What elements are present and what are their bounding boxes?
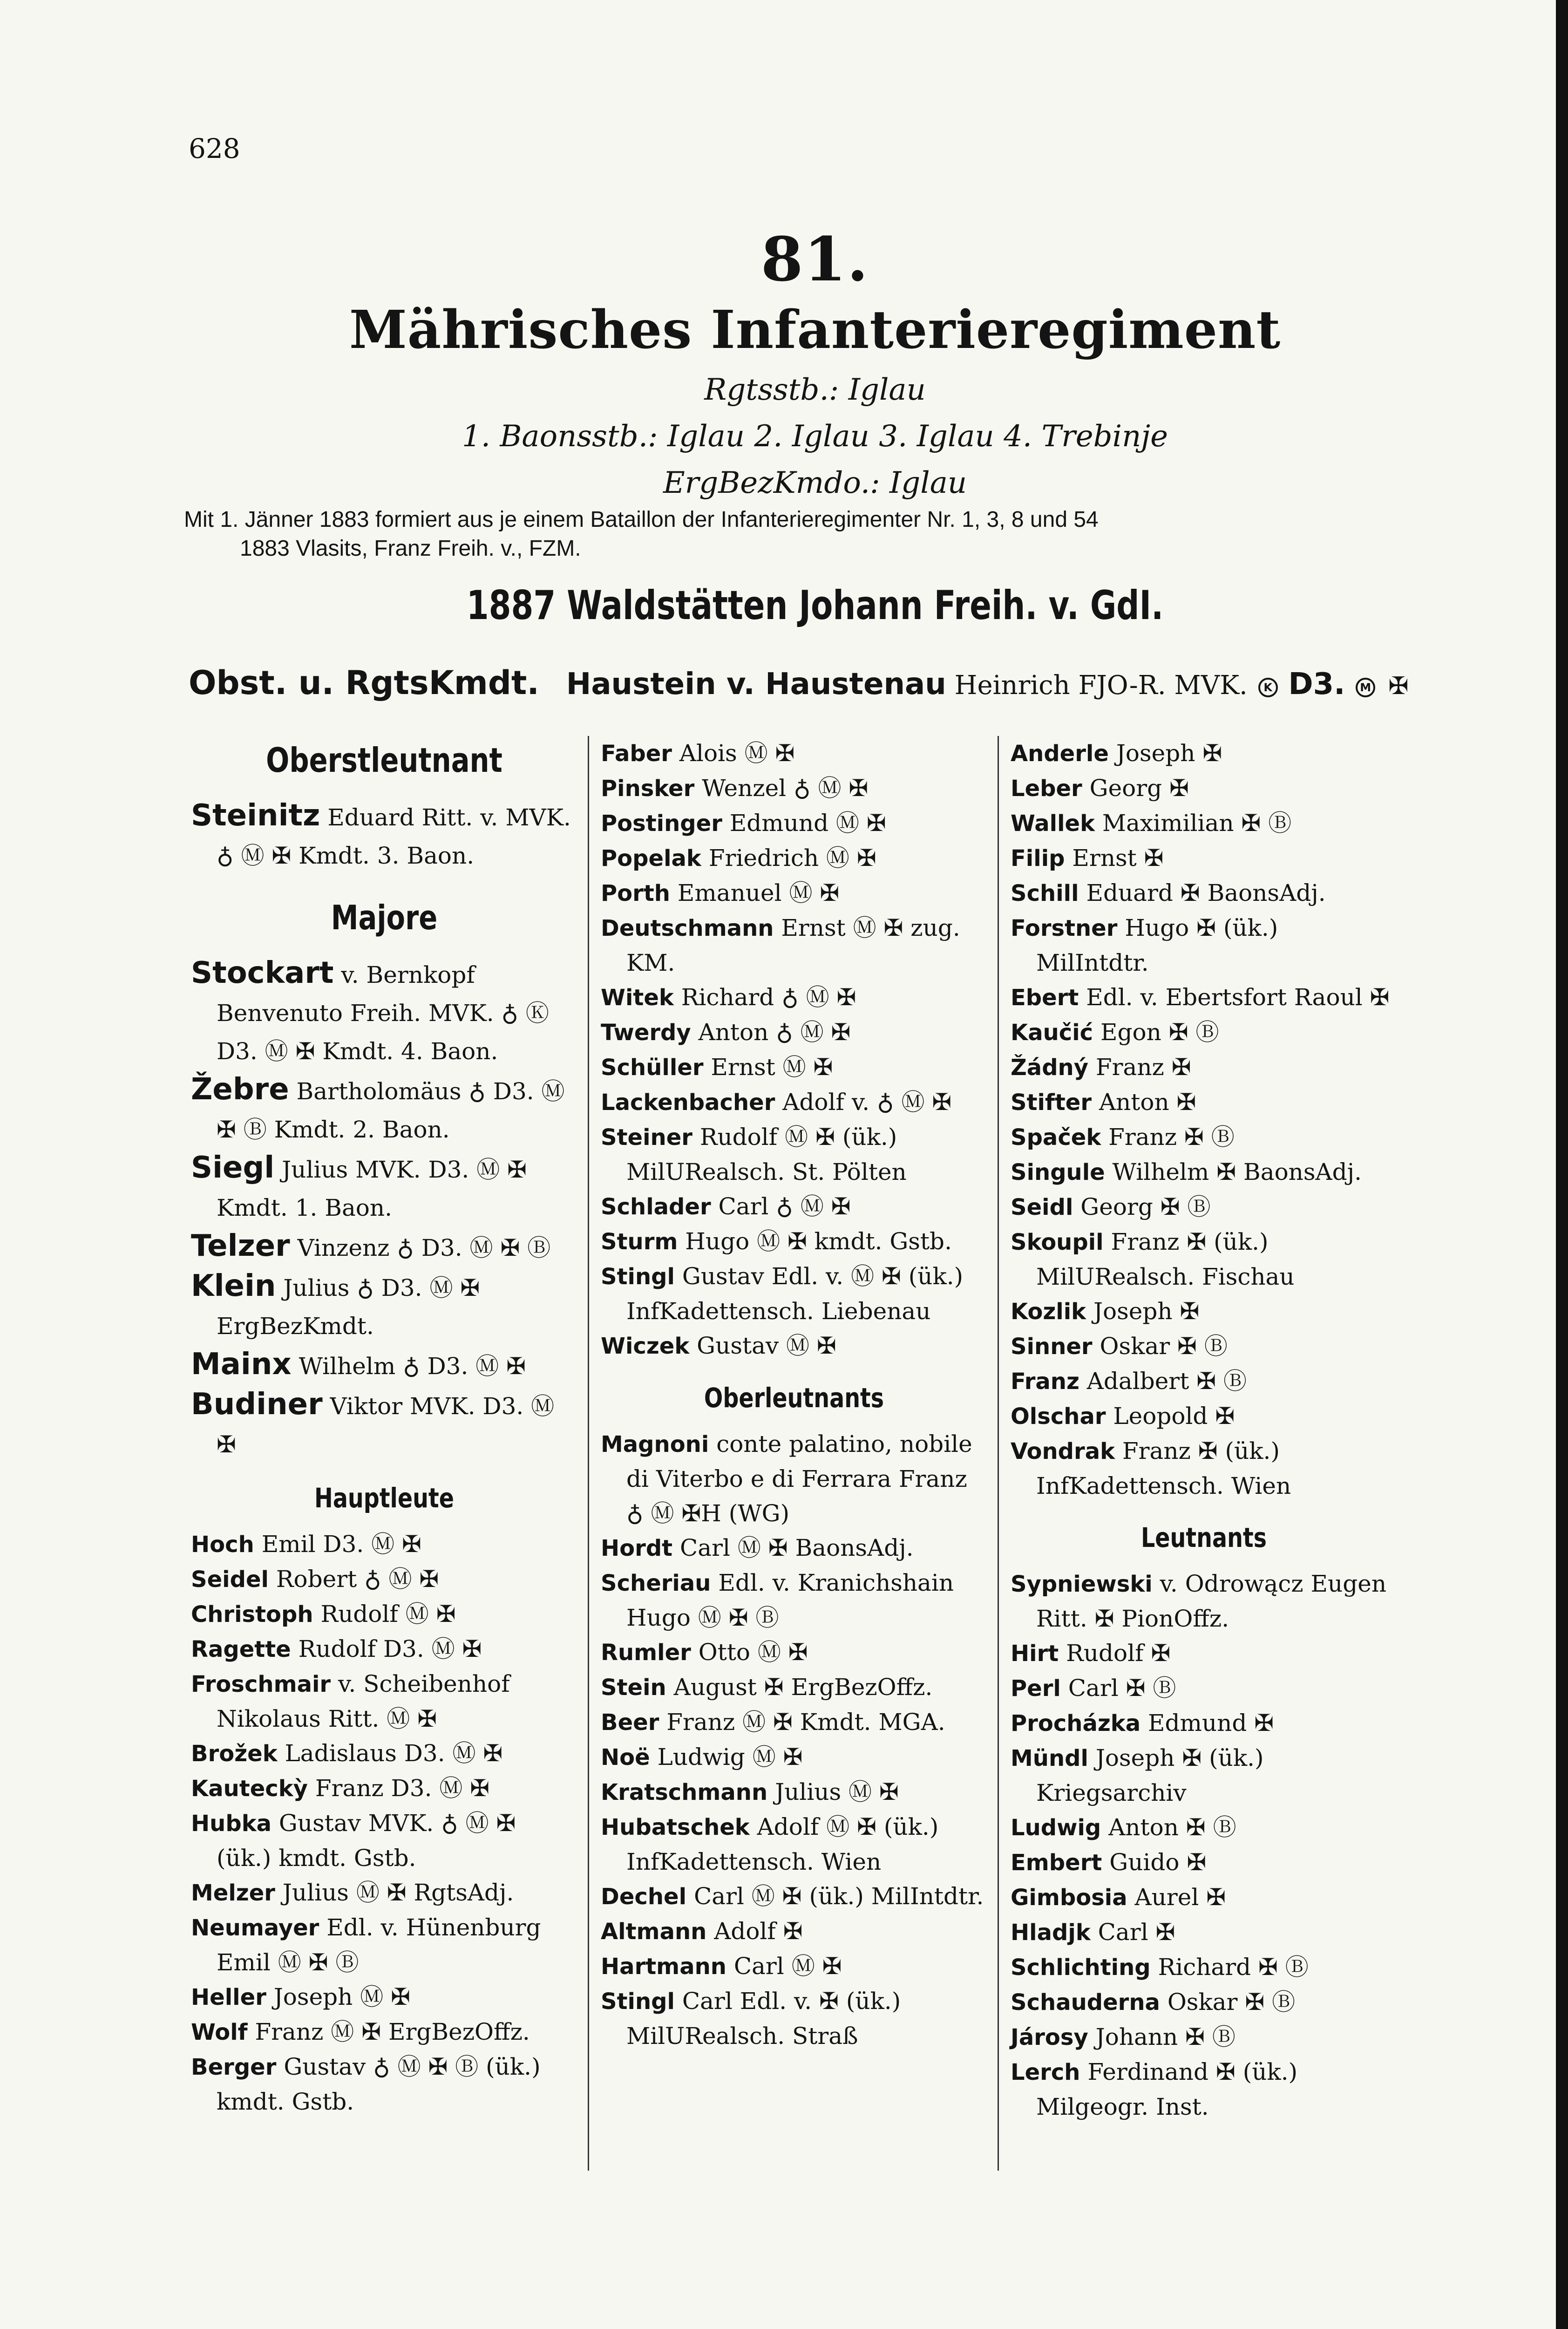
officer-surname: Mainx [191,1347,292,1382]
officer-details: Edmund ✠ [1148,1709,1274,1737]
officer-surname: Lerch [1011,2059,1080,2085]
officer-entry [601,1566,987,1635]
officer-details: Joseph ✠ [1093,1298,1200,1325]
officer-entry [1011,2020,1397,2055]
history-line-2: 1883 Vlasits, Franz Freih. v., FZM. [240,536,581,561]
officer-entry [1011,1085,1397,1120]
officer-entry [191,1345,577,1385]
officer-surname: Járosy [1011,2024,1088,2050]
officer-entry [601,1914,987,1949]
officer-details: Maximilian ✠ Ⓑ [1102,810,1292,837]
page-number: 628 [189,133,240,164]
column-divider [998,736,999,2171]
officer-details: Gustav ♁ Ⓜ ✠ Ⓑ (ük.) kmdt. Gstb. [217,2053,541,2115]
officer-details: Franz Ⓜ ✠ Kmdt. MGA. [666,1709,945,1736]
officer-surname: Steiner [601,1124,692,1151]
officer-surname: Sturm [601,1229,678,1255]
officer-details: Emanuel Ⓜ ✠ [677,879,840,906]
officer-details: Joseph ✠ (ük.) Kriegsarchiv [1036,1744,1264,1806]
officer-details: Hugo Ⓜ ✠ kmdt. Gstb. [685,1228,952,1255]
officer-entry [601,771,987,806]
column-3 [1011,736,1397,2171]
officer-surname: Spaček [1011,1124,1101,1151]
medal-badge-icon: M [1356,678,1375,697]
officer-entry [1011,1120,1397,1155]
officer-entry [1011,1566,1397,1636]
officer-details: Rudolf Ⓜ ✠ [320,1600,456,1628]
officer-entry [1011,1434,1397,1503]
column-2 [601,736,987,2171]
officer-surname: Postinger [601,810,722,837]
officer-surname: Siegl [191,1151,275,1185]
officer-details: Franz ✠ Ⓑ [1108,1124,1235,1151]
officer-entry [601,980,987,1015]
officer-entry [601,1189,987,1224]
officer-entry [601,1740,987,1775]
cross-icon: ✠ [1388,672,1409,700]
officer-details: Ferdinand ✠ (ük.) Milgeogr. Inst. [1036,2058,1298,2120]
officer-entry [1011,1155,1397,1190]
officer-surname: Gimbosia [1011,1885,1127,1911]
officer-details: Aurel ✠ [1134,1884,1226,1911]
officer-details: Carl Ⓜ ✠ BaonsAdj. [680,1534,914,1561]
officer-entry [1011,1880,1397,1915]
officer-surname: Porth [601,880,670,906]
officer-entry [1011,876,1397,911]
officer-details: Anton ♁ Ⓜ ✠ [698,1019,851,1046]
officer-details: Ladislaus D3. Ⓜ ✠ [285,1740,503,1767]
officer-details: Wilhelm ✠ BaonsAdj. [1112,1158,1362,1185]
officer-surname: Žádný [1011,1055,1089,1081]
regiment-owner: 1887 Waldstätten Johann Freih. v. GdI. [466,582,1164,629]
officer-details: Julius Ⓜ ✠ [775,1778,899,1805]
regiment-header [177,224,1453,500]
officer-surname: Forstner [1011,915,1118,941]
officer-details: Carl ✠ Ⓑ [1068,1675,1176,1702]
officer-surname: Hubka [191,1811,272,1837]
officer-surname: Franz [1011,1369,1079,1395]
officer-details: Julius ♁ D3. Ⓜ ✠ ErgBezKmdt. [217,1274,480,1340]
officer-surname: Faber [601,741,672,767]
officer-entry [601,841,987,876]
officer-details: Adolf ✠ [714,1918,803,1945]
officer-entry [601,911,987,980]
officer-surname: Melzer [191,1880,275,1906]
officer-details: Carl Ⓜ ✠ [733,1953,842,1980]
section-hauptleute: Hauptleute [314,1482,454,1514]
officer-entry [601,1050,987,1085]
officer-details: Bartholomäus ♁ D3. Ⓜ ✠ Ⓑ Kmdt. 2. Baon. [217,1078,565,1143]
officer-surname: Kaučić [1011,1020,1093,1046]
regiment-number: 81. [760,224,869,295]
officer-surname: Deutschmann [601,915,774,941]
officer-entry [601,1531,987,1566]
officer-details: Anton ✠ [1099,1089,1196,1116]
officer-entry [601,1085,987,1120]
list-oberstleutnant [191,797,577,875]
officer-details: v. Odrowącz Eugen Ritt. ✠ PionOffz. [1036,1570,1387,1632]
officer-surname: Schill [1011,880,1079,906]
officer-entry [1011,1845,1397,1880]
officer-details: Oskar ✠ Ⓑ [1100,1333,1228,1360]
officer-surname: Skoupil [1011,1229,1104,1255]
officer-entry [1011,2055,1397,2124]
officer-details: Carl Edl. v. ✠ (ük.) MilURealsch. Straß [626,1988,901,2050]
officer-details: Rudolf ✠ [1066,1640,1171,1667]
officer-entry [601,736,987,771]
officer-surname: Hirt [1011,1641,1059,1667]
regiment-commander [189,664,1409,702]
officer-surname: Beer [601,1709,659,1736]
officer-entry [1011,1399,1397,1434]
officer-surname: Seidel [191,1566,269,1593]
column-divider [588,736,589,2171]
officer-details: Edl. v. Ebertsfort Raoul ✠ [1086,984,1390,1011]
officer-entry [601,1328,987,1363]
officer-surname: Žebre [191,1072,289,1107]
officer-entry [1011,1810,1397,1845]
officer-surname: Seidl [1011,1194,1073,1220]
officer-surname: Hoch [191,1532,254,1558]
column-1 [191,736,577,2171]
officer-details: Egon ✠ Ⓑ [1100,1019,1219,1046]
officer-surname: Christoph [191,1601,313,1628]
officer-surname: Froschmair [191,1671,331,1697]
officer-surname: Hordt [601,1535,673,1561]
officer-entry [191,1267,577,1345]
officer-entry [191,797,577,875]
officer-entry [601,1670,987,1705]
list-majore [191,954,577,1464]
section-leutnants: Leutnants [1140,1522,1267,1553]
officer-entry [601,1427,987,1531]
officer-surname: Heller [191,1984,266,2010]
commander-name: Haustein v. Haustenau [566,667,946,701]
officer-entry [191,1070,577,1149]
officer-surname: Kratschmann [601,1779,768,1805]
officer-entry [191,1806,577,1875]
officer-details: Joseph Ⓜ ✠ [273,1983,411,2010]
officer-entry [1011,1636,1397,1671]
officer-entry [1011,1671,1397,1706]
officer-entry [601,1775,987,1810]
officer-entry [1011,1985,1397,2020]
officer-entry [191,954,577,1070]
officer-surname: Ragette [191,1636,291,1662]
officer-surname: Kozlik [1011,1299,1086,1325]
officer-surname: Hubatschek [601,1814,750,1840]
officer-entry [1011,1225,1397,1294]
officer-entry [601,1635,987,1670]
officer-details: Rudolf Ⓜ ✠ (ük.) MilURealsch. St. Pölten [626,1124,907,1185]
officer-surname: Wallek [1011,810,1095,837]
officer-entry [1011,1950,1397,1985]
officer-entry [1011,1294,1397,1329]
officer-entry [601,1224,987,1259]
officer-details: Eduard Ritt. v. MVK. ♁ Ⓜ ✠ Kmdt. 3. Baon. [217,804,571,869]
officer-surname: Procházka [1011,1710,1141,1737]
commander-rank: Obst. u. RgtsKmdt. [189,664,539,702]
officer-surname: Perl [1011,1675,1061,1702]
officer-details: Gustav MVK. ♁ Ⓜ ✠ (ük.) kmdt. Gstb. [217,1810,516,1872]
officer-entry [601,1810,987,1879]
officer-details: Wilhelm ♁ D3. Ⓜ ✠ [299,1353,526,1380]
officer-surname: Lackenbacher [601,1090,775,1116]
officer-details: Richard ✠ Ⓑ [1158,1954,1309,1981]
officer-surname: Brožek [191,1741,278,1767]
list-oberleutnants-2 [1011,736,1397,1503]
officer-entry [191,1980,577,2015]
officer-surname: Schüller [601,1055,704,1081]
officer-details: Franz Ⓜ ✠ ErgBezOffz. [255,2018,530,2045]
officer-entry [1011,806,1397,841]
officer-details: Eduard ✠ BaonsAdj. [1086,879,1326,906]
officer-entry [1011,911,1397,980]
officer-details: Adolf v. ♁ Ⓜ ✠ [782,1089,952,1116]
officer-details: Carl ♁ Ⓜ ✠ [718,1193,851,1220]
list-hauptleute-1 [191,1527,577,2119]
officer-surname: Sinner [1011,1334,1093,1360]
section-majore: Majore [331,898,438,937]
officer-entry [191,1562,577,1597]
kreuz-badge-icon: K [1258,678,1278,697]
commander-d3: D3. [1288,667,1345,701]
officer-entry [191,1385,577,1464]
officer-surname: Mündl [1011,1745,1088,1771]
officer-surname: Filip [1011,845,1065,872]
officer-surname: Wolf [191,2019,248,2045]
officer-entry [191,1632,577,1667]
officer-details: Wenzel ♁ Ⓜ ✠ [702,775,869,802]
officer-details: Friedrich Ⓜ ✠ [708,844,876,872]
officer-entry [1011,1050,1397,1085]
officer-surname: Singule [1011,1159,1105,1185]
battalions-line: 1. Baonsstb.: Iglau 2. Iglau 3. Iglau 4. Trebinje [462,419,1168,454]
officer-entry [601,1984,987,2053]
officer-entry [1011,841,1397,876]
regiment-name: Mährisches Infanterieregiment [349,300,1281,361]
officer-details: Richard ♁ Ⓜ ✠ [681,984,856,1011]
officer-surname: Kauteckỳ [191,1776,308,1802]
officer-surname: Dechel [601,1884,687,1910]
officer-surname: Neumayer [191,1915,319,1941]
officer-entry [191,2015,577,2050]
officer-details: Julius Ⓜ ✠ RgtsAdj. [282,1879,514,1906]
officer-details: Ernst Ⓜ ✠ zug. KM. [626,914,960,976]
officer-details: Viktor MVK. D3. Ⓜ ✠ [217,1393,555,1458]
officer-entry [1011,980,1397,1015]
officer-details: Oskar ✠ Ⓑ [1167,1989,1296,2016]
officer-entry [191,1667,577,1736]
officer-surname: Schauderna [1011,1989,1160,2016]
officer-entry [191,2050,577,2119]
officer-details: Franz ✠ (ük.) MilURealsch. Fischau [1036,1228,1295,1290]
list-leutnants [1011,1566,1397,2124]
officer-entry [601,1879,987,1914]
officer-details: Franz D3. Ⓜ ✠ [315,1775,490,1802]
officer-surname: Hartmann [601,1954,726,1980]
officer-details: Gustav Ⓜ ✠ [697,1332,836,1359]
officer-surname: Magnoni [601,1431,709,1457]
officer-details: Carl Ⓜ ✠ (ük.) MilIntdtr. [693,1883,984,1910]
officer-surname: Altmann [601,1919,707,1945]
officer-entry [601,1705,987,1740]
officer-entry [1011,1741,1397,1810]
officer-details: Ernst ✠ [1072,844,1164,872]
officer-details: Edl. v. Hünenburg Emil Ⓜ ✠ Ⓑ [217,1914,541,1976]
officer-details: Alois Ⓜ ✠ [679,740,795,767]
officer-surname: Embert [1011,1850,1102,1876]
officer-details: Gustav Edl. v. Ⓜ ✠ (ük.) InfKadettensch. Liebenau [626,1263,964,1325]
officer-entry [191,1736,577,1771]
officer-details: Leopold ✠ [1113,1403,1235,1430]
officer-details: Edmund Ⓜ ✠ [729,810,886,837]
staff-line: Rgtsstb.: Iglau [704,373,926,407]
officer-surname: Telzer [191,1229,290,1263]
officer-surname: Schlichting [1011,1954,1151,1981]
officer-entry [1011,771,1397,806]
officer-entry [191,1875,577,1910]
officer-surname: Ebert [1011,985,1079,1011]
officer-surname: Stein [601,1675,666,1701]
officer-surname: Noë [601,1744,650,1771]
officer-details: Georg ✠ [1089,775,1189,802]
officer-details: Adalbert ✠ Ⓑ [1086,1368,1247,1395]
officer-details: Edl. v. Kranichshain Hugo Ⓜ ✠ Ⓑ [626,1569,954,1631]
officer-surname: Popelak [601,845,701,872]
officer-surname: Sypniewski [1011,1571,1153,1597]
officer-entry [1011,1329,1397,1364]
officer-details: Robert ♁ Ⓜ ✠ [276,1566,439,1593]
section-oberleutnants: Oberleutnants [704,1382,884,1414]
reserve-line: ErgBezKmdo.: Iglau [663,466,967,500]
officer-details: Carl ✠ [1098,1919,1175,1946]
officer-entry [1011,1364,1397,1399]
officer-surname: Hladjk [1011,1920,1091,1946]
officer-entry [191,1227,577,1267]
officer-surname: Scheriau [601,1570,711,1596]
officer-entry [1011,1015,1397,1050]
officer-details: v. Scheibenhof Nikolaus Ritt. Ⓜ ✠ [217,1670,510,1732]
officer-surname: Budiner [191,1387,323,1422]
officer-surname: Vondrak [1011,1438,1115,1464]
officer-details: Guido ✠ [1109,1849,1207,1876]
officer-details: August ✠ ErgBezOffz. [673,1674,933,1701]
officer-surname: Stockart [191,956,334,990]
officer-details: Johann ✠ Ⓑ [1095,2023,1235,2050]
officer-entry [601,1949,987,1984]
officer-details: Adolf Ⓜ ✠ (ük.) InfKadettensch. Wien [626,1813,939,1875]
officer-entry [601,1259,987,1328]
officer-details: v. Bernkopf Benvenuto Freih. MVK. ♁ Ⓚ D3. Ⓜ ✠ Kmdt. 4. Baon. [217,961,549,1065]
officer-entry [1011,1706,1397,1741]
officer-details: Georg ✠ Ⓑ [1080,1193,1211,1220]
officer-entry [191,1149,577,1227]
officer-details: Anton ✠ Ⓑ [1108,1814,1236,1841]
officer-surname: Stingl [601,1264,675,1290]
officer-entry [1011,1190,1397,1225]
commander-details: Heinrich FJO-R. MVK. [954,670,1248,701]
list-oberleutnants-1 [601,1427,987,2053]
officer-details: Vinzenz ♁ D3. Ⓜ ✠ Ⓑ [297,1234,551,1261]
officer-surname: Berger [191,2054,277,2080]
section-oberstleutnant: Oberstleutnant [266,741,502,780]
officer-details: Rudolf D3. Ⓜ ✠ [298,1635,482,1662]
officer-entry [601,806,987,841]
officer-entry [1011,1915,1397,1950]
officer-entry [601,876,987,911]
officer-entry [1011,736,1397,771]
officer-details: conte palatino, nobile di Viterbo e di Ferrara Franz ♁ Ⓜ ✠H (WG) [626,1430,972,1527]
officer-details: Ernst Ⓜ ✠ [711,1054,833,1081]
officer-surname: Pinsker [601,776,695,802]
officer-entry [191,1771,577,1806]
officer-surname: Witek [601,985,674,1011]
officer-surname: Olschar [1011,1403,1106,1430]
officer-surname: Wiczek [601,1333,690,1359]
officer-details: Franz ✠ (ük.) InfKadettensch. Wien [1036,1437,1291,1499]
officer-entry [191,1910,577,1980]
officer-details: Joseph ✠ [1116,740,1222,767]
officer-surname: Anderle [1011,741,1109,767]
officer-surname: Leber [1011,776,1082,802]
history-line-1: Mit 1. Jänner 1883 formiert aus je einem Bataillon der Infanterieregimenter Nr. 1, 3, 8 und 54 [184,507,1099,532]
officer-surname: Twerdy [601,1020,691,1046]
officer-details: Franz ✠ [1095,1054,1191,1081]
officer-entry [601,1015,987,1050]
officer-surname: Schlader [601,1194,711,1220]
officer-surname: Steinitz [191,798,320,833]
officer-surname: Rumler [601,1640,691,1666]
officer-details: Ludwig Ⓜ ✠ [657,1743,803,1771]
officer-entry [191,1597,577,1632]
regiment-history [184,505,1381,564]
officer-details: Hugo ✠ (ük.) MilIntdtr. [1036,914,1278,976]
officer-entry [601,1120,987,1189]
officer-details: Otto Ⓜ ✠ [698,1639,808,1666]
list-hauptleute-2 [601,736,987,1363]
officer-surname: Stingl [601,1989,675,2015]
officer-surname: Stifter [1011,1090,1092,1116]
officer-entry [191,1527,577,1562]
officer-details: Emil D3. Ⓜ ✠ [261,1531,421,1558]
officer-details: Julius MVK. D3. Ⓜ ✠ Kmdt. 1. Baon. [217,1156,527,1221]
officer-surname: Ludwig [1011,1815,1101,1841]
officer-surname: Klein [191,1269,276,1303]
